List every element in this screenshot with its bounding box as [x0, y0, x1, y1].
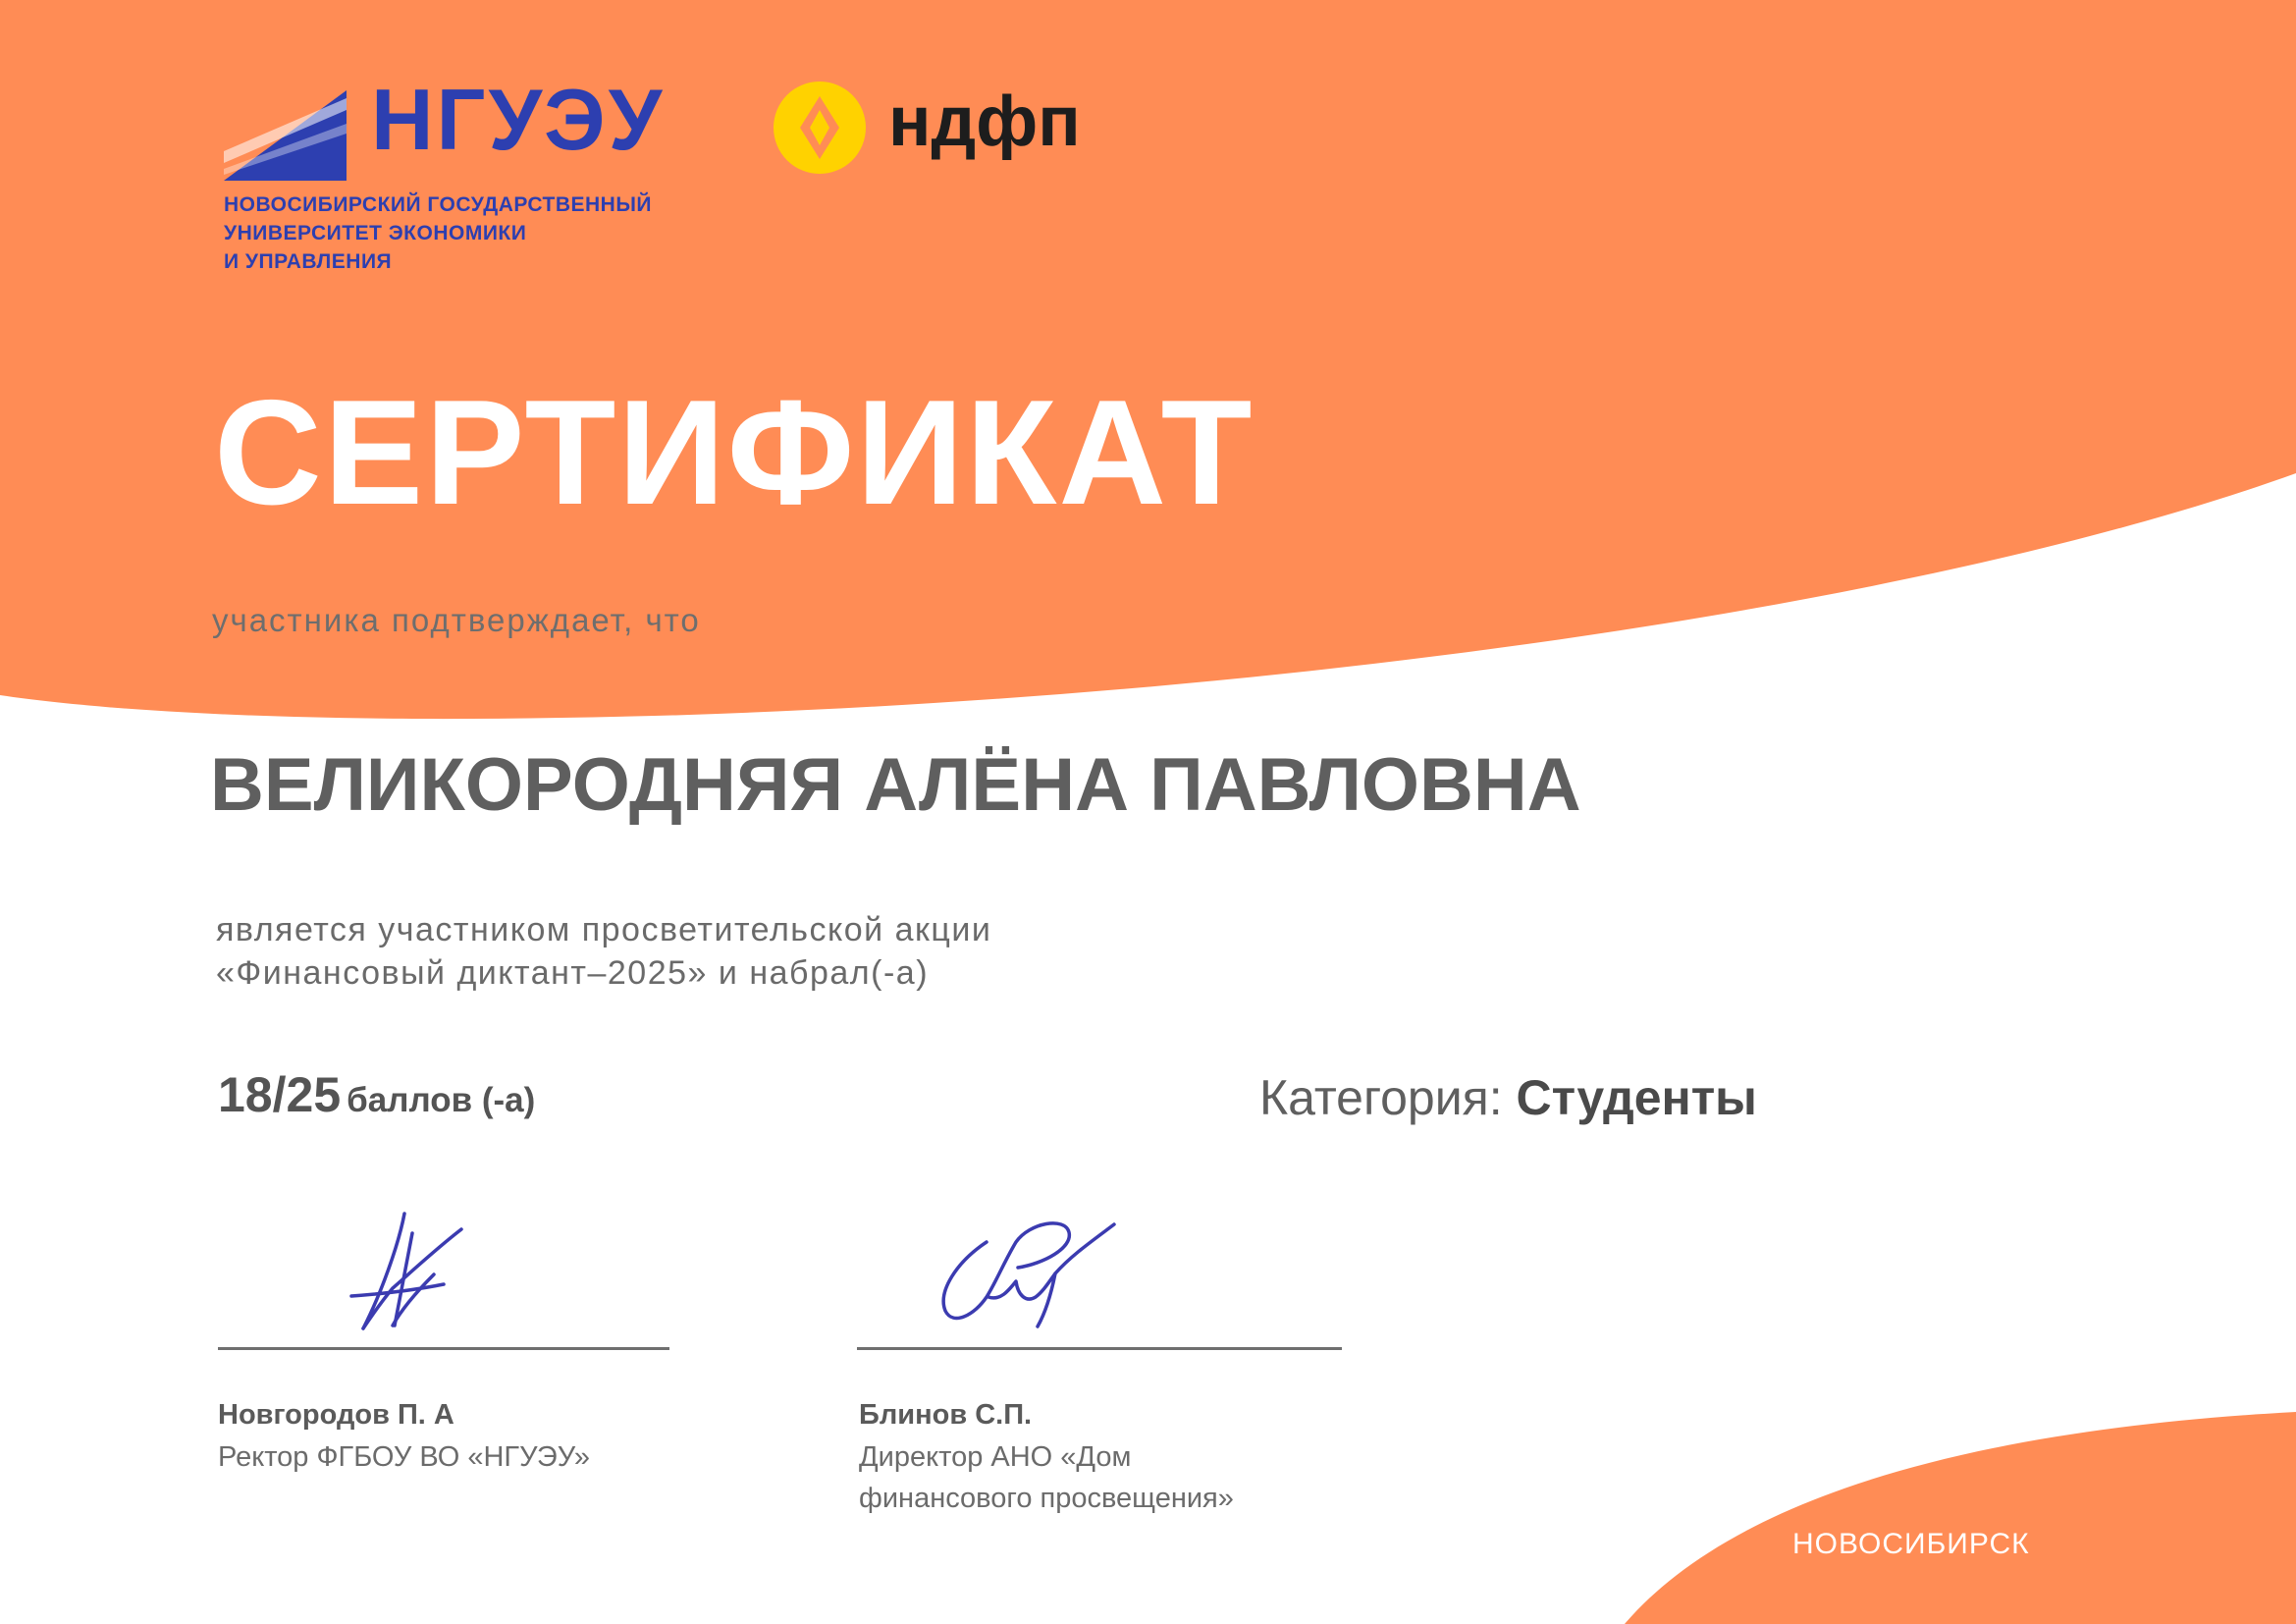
- signature-1-icon: [334, 1206, 491, 1338]
- signer-role-line: финансового просвещения»: [859, 1483, 1234, 1514]
- category: [1259, 1070, 1757, 1125]
- university-abbreviation: НГУЭУ: [371, 71, 666, 168]
- signer-2-role: [859, 1436, 1234, 1519]
- category-value: Студенты: [1516, 1070, 1757, 1125]
- signer-role-line: Ректор ФГБОУ ВО «НГУЭУ»: [218, 1441, 590, 1473]
- confirm-text: участника подтверждает, что: [212, 602, 701, 638]
- score-unit: баллов (-а): [347, 1081, 536, 1119]
- category-label: Категория:: [1259, 1070, 1503, 1125]
- signer-2-name: Блинов С.П.: [859, 1399, 1033, 1431]
- description-line: является участником просветительской акции: [216, 911, 992, 948]
- signer-role-line: Директор АНО «Дом: [859, 1441, 1132, 1473]
- university-name-line: УНИВЕРСИТЕТ ЭКОНОМИКИ: [224, 222, 527, 244]
- university-name-line: НОВОСИБИРСКИЙ ГОСУДАРСТВЕННЫЙ: [224, 193, 652, 216]
- description-line: «Финансовый диктант–2025» и набрал(-а): [216, 954, 930, 992]
- participant-name: ВЕЛИКОРОДНЯЯ АЛЁНА ПАВЛОВНА: [210, 743, 1581, 827]
- ngueu-logo-icon: [224, 90, 347, 181]
- signature-line: [857, 1347, 1342, 1350]
- university-full-name: [224, 190, 734, 276]
- signature-line: [218, 1347, 669, 1350]
- partner-logo-text: ндфп: [888, 82, 1081, 161]
- score-value: 18/25: [218, 1067, 342, 1122]
- ndfp-logo-icon: [773, 81, 867, 175]
- certificate-title: СЕРТИФИКАТ: [214, 369, 1255, 536]
- score: [218, 1067, 536, 1122]
- signer-1-name: Новгородов П. А: [218, 1399, 454, 1431]
- university-name-line: И УПРАВЛЕНИЯ: [224, 250, 393, 273]
- signer-1-role: [218, 1436, 590, 1478]
- participation-description: [216, 908, 991, 995]
- bottom-orange-wave: [1625, 1412, 2296, 1624]
- footer-city: НОВОСИБИРСК: [1792, 1528, 2030, 1560]
- signature-2-icon: [928, 1213, 1124, 1330]
